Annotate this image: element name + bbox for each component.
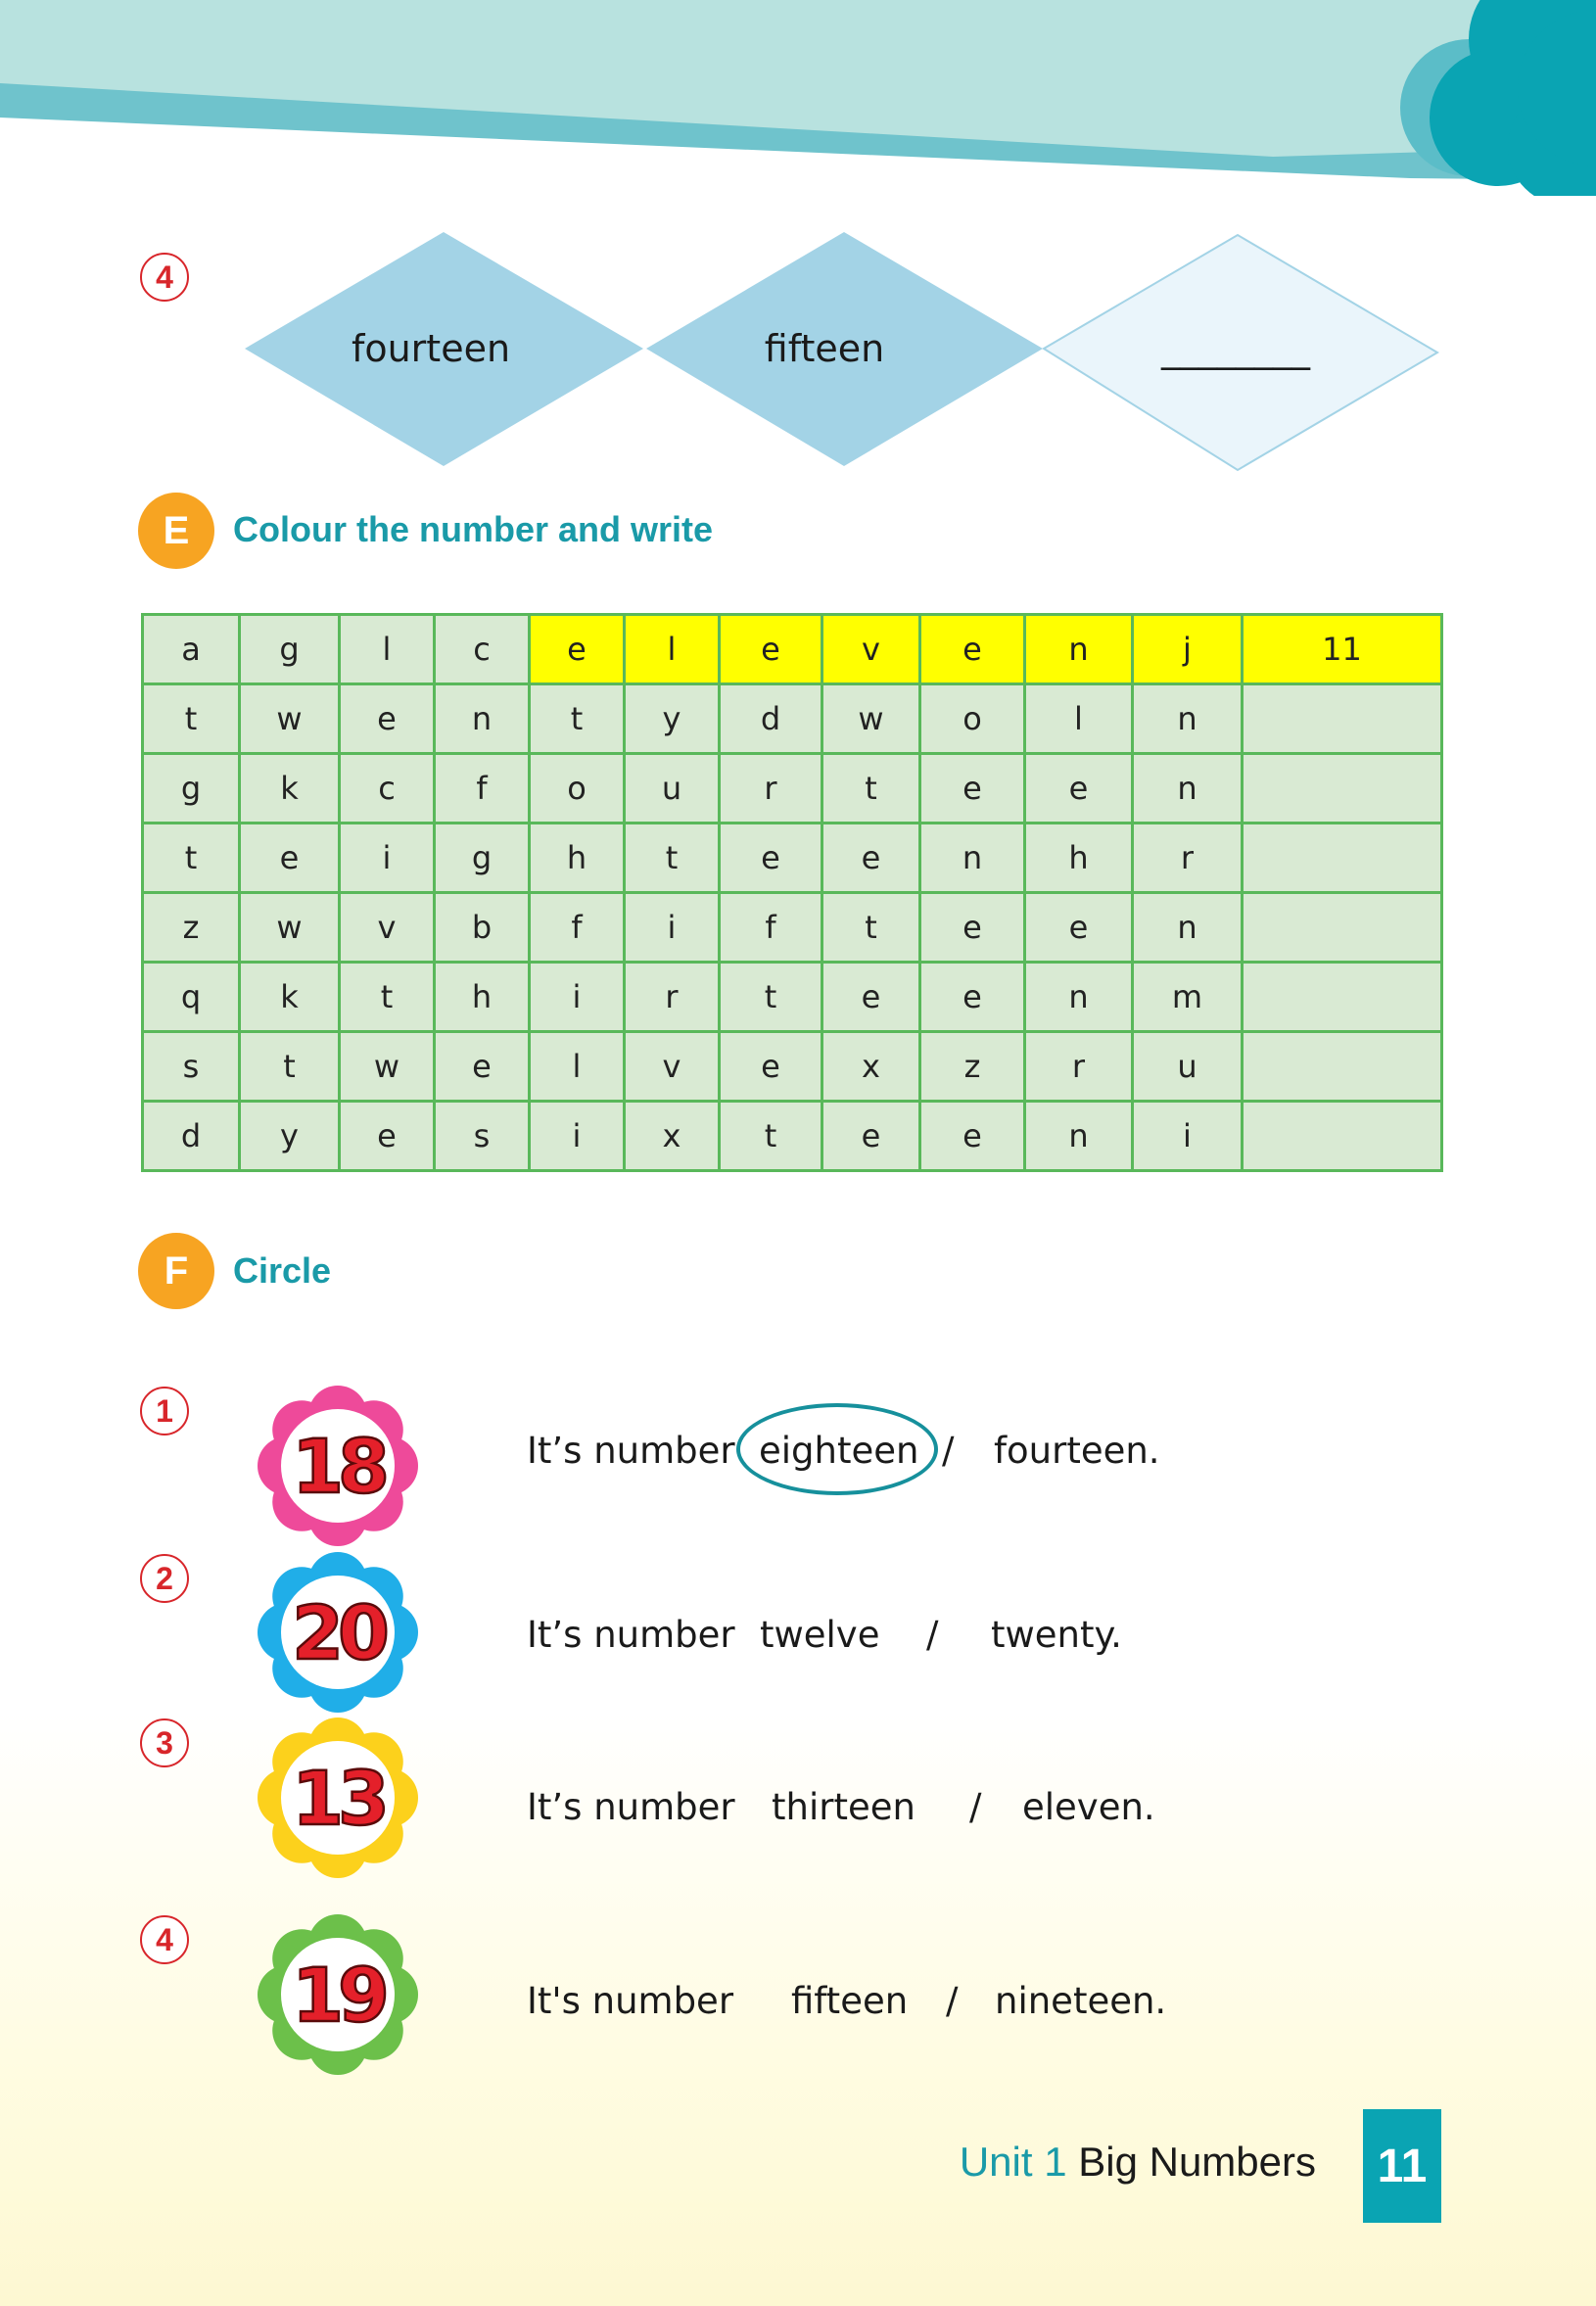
flower-icon [255,1549,421,1716]
grid-letter-cell: l [340,615,435,684]
header-decoration [0,0,1596,196]
grid-letter-cell: w [240,893,340,963]
sentence-prefix: It’s number [527,1614,735,1656]
grid-row [143,824,1442,893]
grid-letter-cell: t [143,684,240,754]
page-number: 11 [1363,2109,1441,2223]
grid-letter-cell: g [435,824,530,893]
flower-number: 13 [292,1755,384,1842]
choice-separator: / [969,1786,982,1828]
grid-letter-cell: f [530,893,625,963]
grid-letter-cell: e [920,754,1025,824]
grid-letter-cell: h [530,824,625,893]
grid-letter-cell: d [720,684,822,754]
grid-letter-cell: j [1133,615,1243,684]
grid-letter-cell: t [822,893,920,963]
grid-letter-cell: n [1133,893,1243,963]
grid-letter-cell: e [435,1032,530,1102]
grid-letter-cell: i [340,824,435,893]
grid-letter-cell: n [1025,963,1133,1032]
grid-letter-cell: o [530,754,625,824]
grid-letter-cell: e [720,824,822,893]
grid-answer-cell[interactable] [1243,1102,1442,1171]
grid-letter-cell: n [1133,684,1243,754]
grid-letter-cell: e [822,963,920,1032]
grid-letter-cell: l [625,615,720,684]
grid-letter-cell: e [340,1102,435,1171]
grid-row [143,754,1442,824]
flower-icon [255,1911,421,2078]
grid-letter-cell: e [240,824,340,893]
grid-letter-cell: t [143,824,240,893]
grid-letter-cell: i [625,893,720,963]
grid-letter-cell: t [720,1102,822,1171]
choice-option-a[interactable]: twelve [760,1614,880,1656]
grid-letter-cell: e [1025,893,1133,963]
grid-letter-cell: m [1133,963,1243,1032]
grid-answer-cell[interactable] [1243,684,1442,754]
grid-letter-cell: b [435,893,530,963]
grid-letter-cell: y [240,1102,340,1171]
flower-number: 20 [292,1589,384,1676]
grid-letter-cell: r [625,963,720,1032]
unit-label: Unit 1 [959,2139,1067,2185]
diamond-word-1: fourteen [351,327,511,370]
diamond-word-2: fifteen [764,327,885,370]
sentence-prefix: It's number [527,1980,734,2022]
flower-icon [255,1715,421,1881]
grid-letter-cell: k [240,963,340,1032]
unit-caption [960,2139,1316,2186]
grid-row [143,963,1442,1032]
grid-letter-cell: g [143,754,240,824]
sentence-prefix: It’s number [527,1786,735,1828]
choice-option-a[interactable]: thirteen [772,1786,915,1828]
grid-letter-cell: e [720,615,822,684]
grid-letter-cell: v [340,893,435,963]
grid-letter-cell: u [625,754,720,824]
grid-letter-cell: o [920,684,1025,754]
grid-answer-cell[interactable]: 11 [1243,615,1442,684]
grid-letter-cell: t [625,824,720,893]
grid-letter-cell: e [920,893,1025,963]
choice-separator: / [942,1430,955,1472]
item-number: 4 [140,1915,189,1964]
grid-letter-cell: f [720,893,822,963]
choice-option-a[interactable]: eighteen [759,1430,919,1472]
grid-letter-cell: e [720,1032,822,1102]
grid-answer-cell[interactable] [1243,824,1442,893]
unit-title: Big Numbers [1078,2139,1316,2185]
grid-row [143,1102,1442,1171]
grid-letter-cell: e [920,615,1025,684]
choice-option-b[interactable]: twenty. [991,1614,1122,1656]
grid-letter-cell: e [822,1102,920,1171]
grid-letter-cell: e [1025,754,1133,824]
number-sequence-diamonds [245,227,1449,472]
grid-answer-cell[interactable] [1243,893,1442,963]
grid-letter-cell: w [240,684,340,754]
grid-letter-cell: y [625,684,720,754]
grid-letter-cell: h [1025,824,1133,893]
grid-letter-cell: a [143,615,240,684]
word-search-grid [141,613,1443,1172]
grid-letter-cell: i [530,1102,625,1171]
grid-letter-cell: t [822,754,920,824]
grid-letter-cell: x [822,1032,920,1102]
grid-letter-cell: l [1025,684,1133,754]
choice-option-b[interactable]: fourteen. [994,1430,1160,1472]
grid-letter-cell: r [1133,824,1243,893]
grid-letter-cell: n [1025,615,1133,684]
grid-letter-cell: q [143,963,240,1032]
grid-answer-cell[interactable] [1243,1032,1442,1102]
grid-letter-cell: r [720,754,822,824]
grid-letter-cell: u [1133,1032,1243,1102]
answer-circle-mark [736,1403,938,1495]
grid-row [143,615,1442,684]
grid-letter-cell: t [240,1032,340,1102]
grid-letter-cell: c [435,615,530,684]
section-f-badge: F [138,1233,214,1309]
grid-row [143,684,1442,754]
grid-letter-cell: s [143,1032,240,1102]
grid-letter-cell: v [625,1032,720,1102]
grid-row [143,893,1442,963]
section-e-badge: E [138,493,214,569]
item-number: 1 [140,1387,189,1435]
grid-letter-cell: x [625,1102,720,1171]
grid-letter-cell: t [340,963,435,1032]
grid-letter-cell: e [340,684,435,754]
flower-number: 18 [292,1423,384,1510]
grid-letter-cell: n [920,824,1025,893]
grid-letter-cell: e [920,1102,1025,1171]
grid-letter-cell: f [435,754,530,824]
grid-letter-cell: e [822,824,920,893]
grid-answer-cell[interactable] [1243,963,1442,1032]
grid-letter-cell: k [240,754,340,824]
choice-option-b[interactable]: eleven. [1022,1786,1155,1828]
choice-option-b[interactable]: nineteen. [995,1980,1167,2022]
grid-letter-cell: e [530,615,625,684]
flower-icon [255,1383,421,1549]
diamond-answer-blank[interactable]: ________ [1161,327,1310,370]
grid-letter-cell: n [1133,754,1243,824]
flower-number: 19 [292,1952,384,2039]
item-number: 4 [140,253,189,302]
grid-letter-cell: t [720,963,822,1032]
item-number: 3 [140,1718,189,1767]
grid-letter-cell: z [920,1032,1025,1102]
grid-letter-cell: h [435,963,530,1032]
item-number: 2 [140,1554,189,1603]
grid-letter-cell: i [1133,1102,1243,1171]
grid-letter-cell: n [435,684,530,754]
sentence-prefix: It’s number [527,1430,735,1472]
grid-letter-cell: d [143,1102,240,1171]
grid-letter-cell: g [240,615,340,684]
choice-option-a[interactable]: fifteen [791,1980,909,2022]
grid-letter-cell: v [822,615,920,684]
grid-letter-cell: i [530,963,625,1032]
grid-letter-cell: w [340,1032,435,1102]
grid-letter-cell: w [822,684,920,754]
grid-letter-cell: e [920,963,1025,1032]
section-e-title: Colour the number and write [233,509,714,549]
grid-letter-cell: t [530,684,625,754]
grid-letter-cell: z [143,893,240,963]
grid-letter-cell: s [435,1102,530,1171]
choice-separator: / [946,1980,959,2022]
grid-row [143,1032,1442,1102]
grid-letter-cell: n [1025,1102,1133,1171]
grid-letter-cell: l [530,1032,625,1102]
section-f-title: Circle [233,1250,332,1291]
choice-separator: / [926,1614,939,1656]
grid-answer-cell[interactable] [1243,754,1442,824]
grid-letter-cell: r [1025,1032,1133,1102]
grid-letter-cell: c [340,754,435,824]
